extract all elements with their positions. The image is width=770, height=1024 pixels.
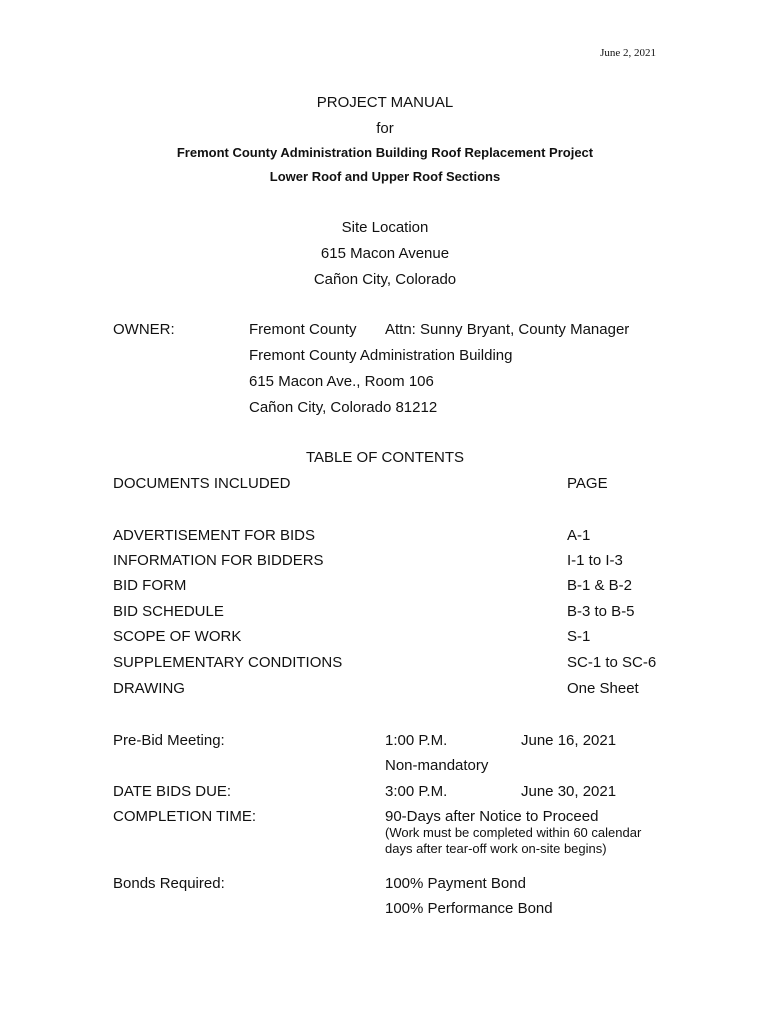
toc-row-page: One Sheet — [567, 680, 639, 697]
toc-row-doc: BID FORM — [113, 577, 187, 594]
completion-label: COMPLETION TIME: — [113, 808, 257, 825]
owner-address-line1: Fremont County Administration Building — [249, 347, 513, 364]
bids-due-label: DATE BIDS DUE: — [113, 783, 232, 800]
manual-title-for: for — [376, 120, 394, 137]
project-name: Fremont County Administration Building Roof Replacement Project — [176, 145, 594, 160]
toc-row-doc: SCOPE OF WORK — [113, 628, 242, 645]
document-date: June 2, 2021 — [600, 47, 656, 59]
toc-row-page: SC-1 to SC-6 — [567, 654, 657, 671]
site-address-line1: 615 Macon Avenue — [320, 245, 450, 262]
bids-due-date: June 30, 2021 — [521, 783, 617, 800]
prebid-date: June 16, 2021 — [521, 732, 617, 749]
toc-row-page: I-1 to I-3 — [567, 552, 623, 569]
owner-label: OWNER: — [113, 321, 175, 338]
owner-name: Fremont County — [249, 321, 357, 338]
prebid-note: Non-mandatory — [385, 757, 489, 774]
toc-column-documents: DOCUMENTS INCLUDED — [113, 475, 291, 492]
toc-row-page: S-1 — [567, 628, 591, 645]
toc-row-page: B-1 & B-2 — [567, 577, 633, 594]
site-heading: Site Location — [341, 219, 429, 236]
bids-due-time: 3:00 P.M. — [385, 783, 448, 800]
toc-row-doc: DRAWING — [113, 680, 185, 697]
toc-row-doc: BID SCHEDULE — [113, 603, 224, 620]
site-address-line2: Cañon City, Colorado — [313, 271, 457, 288]
owner-address-line3: Cañon City, Colorado 81212 — [249, 399, 438, 416]
toc-row-page: A-1 — [567, 527, 591, 544]
owner-attn: Attn: Sunny Bryant, County Manager — [385, 321, 630, 338]
project-subtitle: Lower Roof and Upper Roof Sections — [269, 169, 501, 184]
toc-row-doc: ADVERTISEMENT FOR BIDS — [113, 527, 315, 544]
prebid-time: 1:00 P.M. — [385, 732, 448, 749]
prebid-label: Pre-Bid Meeting: — [113, 732, 225, 749]
completion-note: (Work must be completed within 60 calendar days after tear-off work on-site begins) — [385, 825, 642, 856]
performance-bond: 100% Performance Bond — [385, 900, 553, 917]
toc-row-doc: INFORMATION FOR BIDDERS — [113, 552, 324, 569]
toc-column-page: PAGE — [567, 475, 608, 492]
bonds-label: Bonds Required: — [113, 875, 225, 892]
manual-title: PROJECT MANUAL — [316, 94, 454, 111]
toc-row-doc: SUPPLEMENTARY CONDITIONS — [113, 654, 343, 671]
toc-row-page: B-3 to B-5 — [567, 603, 635, 620]
payment-bond: 100% Payment Bond — [385, 875, 526, 892]
owner-address-line2: 615 Macon Ave., Room 106 — [249, 373, 434, 390]
completion-value: 90-Days after Notice to Proceed — [385, 808, 599, 825]
toc-heading: TABLE OF CONTENTS — [305, 449, 465, 466]
